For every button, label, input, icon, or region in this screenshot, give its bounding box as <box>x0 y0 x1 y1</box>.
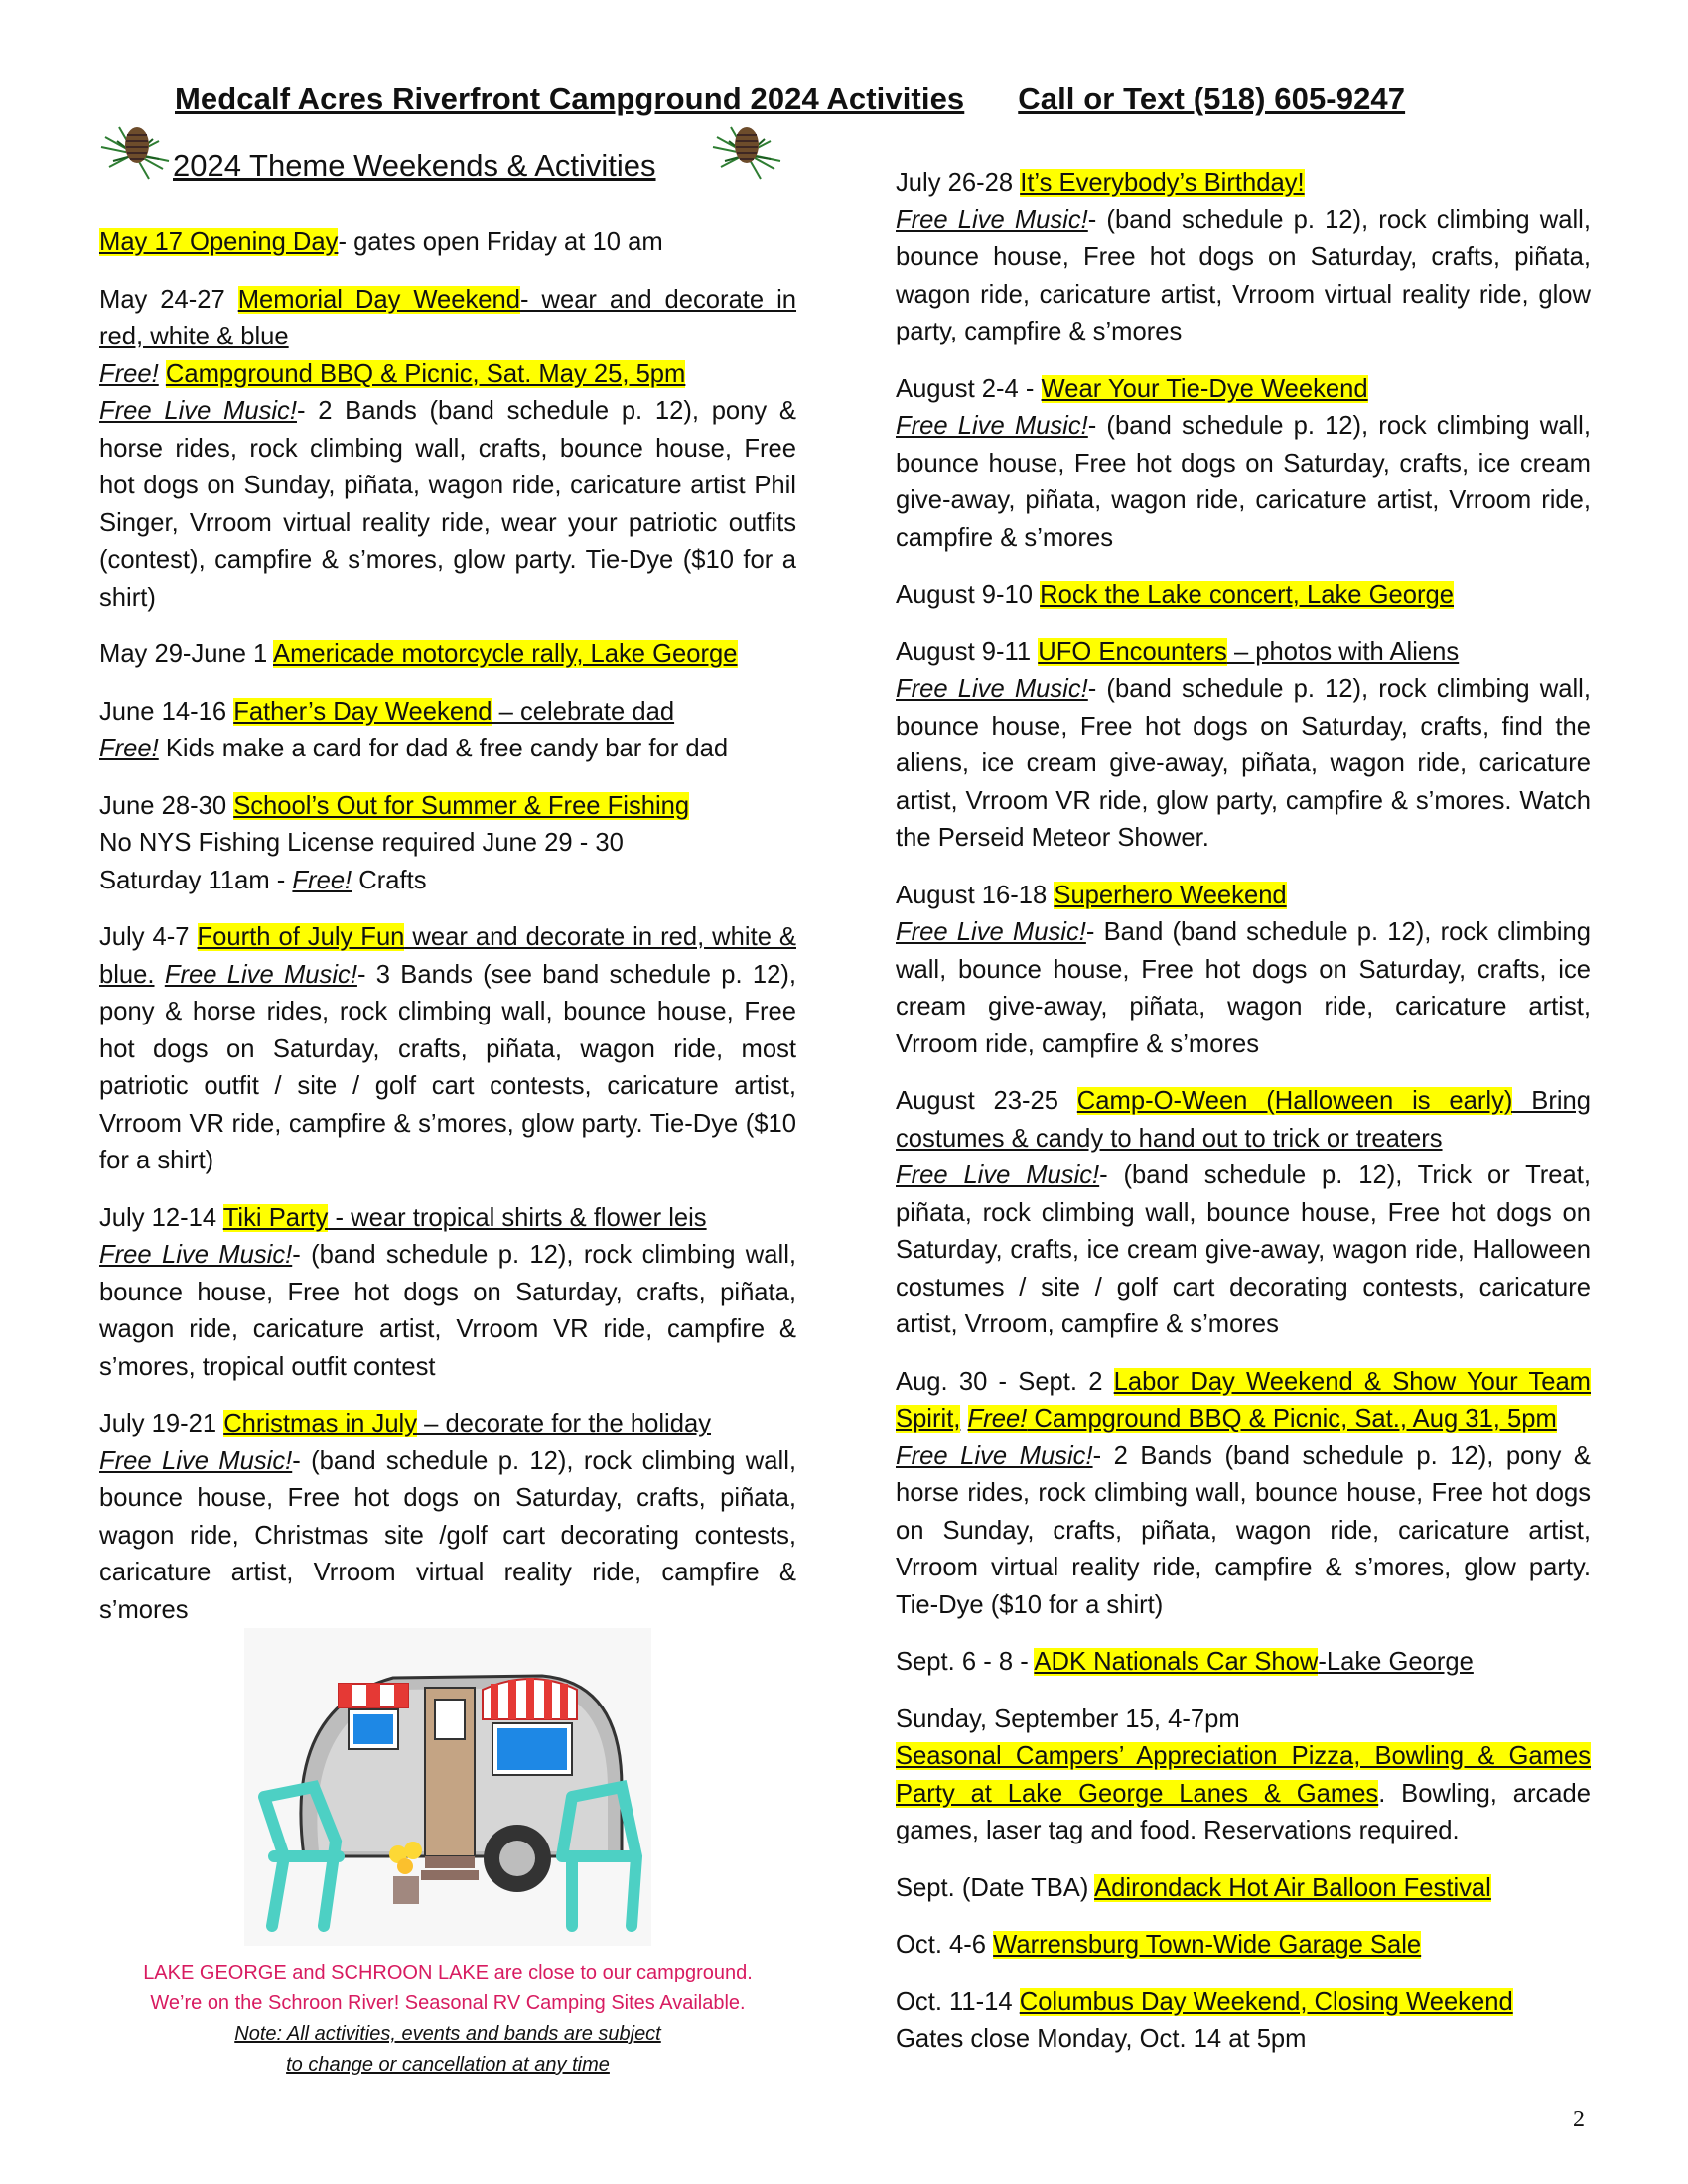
disclaimer-line: to change or cancellation at any time <box>286 2054 610 2076</box>
event-date: Oct. 4-6 <box>896 1931 994 1959</box>
free-live-music-label: Free Live Music! <box>896 1441 1093 1470</box>
event-opening-day <box>99 224 796 262</box>
event-date: July 12-14 <box>99 1203 223 1232</box>
footer-notes <box>99 1958 796 2081</box>
free-live-music-label: Free Live Music! <box>896 675 1088 703</box>
footer-line: LAKE GEORGE and SCHROON LAKE are close to our campground. <box>143 1962 753 1983</box>
event-date: August 9-11 <box>896 637 1039 666</box>
event-detail: Saturday 11am - <box>99 866 293 894</box>
event-title: Christmas in July <box>223 1410 418 1437</box>
phone-number: Call or Text (518) 605-9247 <box>1018 81 1406 116</box>
event-title: Rock the Lake concert, Lake George <box>1040 581 1454 609</box>
free-live-music-label: Free Live Music! <box>99 397 297 425</box>
footer-line: We’re on the Schroon River! Seasonal RV Camping Sites Available. <box>150 1992 746 2014</box>
event-balloon-festival <box>896 1870 1591 1908</box>
event-title: Superhero Weekend <box>1054 881 1287 909</box>
theme-heading-title: 2024 Theme Weekends & Activities <box>173 148 656 183</box>
event-detail: - 3 Bands (see band schedule p. 12), pony & horse rides, rock climbing wall, bounce house, Free hot dogs on Saturday, crafts, piñata, wagon ride, most patriotic outfit / site / golf cart contests, caricature artist, Vrroom VR ride, campfire & s’mores, glow party. Tie-Dye ($10 for a shirt) <box>99 960 796 1174</box>
left-column <box>99 149 796 1649</box>
event-fathers-day <box>99 694 796 768</box>
pinecone-icon <box>99 117 171 187</box>
event-detail: - 2 Bands (band schedule p. 12), pony & horse rides, rock climbing wall, bounce house, Free hot dogs on Sunday, crafts, piñata, wagon ride, caricature artist, Vrroom virtual reality ride, campfire & s’mores, glow party. Tie-Dye ($10 for a shirt) <box>896 1441 1592 1619</box>
event-date: August 16-18 <box>896 881 1055 909</box>
event-detail: - (band schedule p. 12), rock climbing wall, bounce house, Free hot dogs on Saturday, crafts, piñata, wagon ride, caricature artist, Vrroom virtual reality ride, glow party, campfire & s’mores <box>896 205 1591 345</box>
event-title: May 17 Opening Day <box>99 228 339 256</box>
event-memorial-day <box>99 282 796 617</box>
event-date: Sept. (Date TBA) <box>896 1873 1095 1902</box>
event-detail: No NYS Fishing License required June 29 - 30 <box>99 829 624 857</box>
free-label: Free! <box>967 1405 1028 1433</box>
event-subtitle: Bring costumes & candy to hand out to trick or treaters <box>896 1087 1591 1153</box>
event-fourth-of-july <box>99 919 796 1180</box>
event-detail: Kids make a card for dad & free candy bar for dad <box>158 735 729 762</box>
event-date: June 14-16 <box>99 697 234 726</box>
event-title: Wear Your Tie-Dye Weekend <box>1041 374 1368 403</box>
free-label: Free! <box>292 866 352 894</box>
event-subtitle: – photos with Aliens <box>1226 637 1460 666</box>
event-title: Seasonal Campers’ Appreciation Pizza, Bowling & Games Party at Lake George Lanes & Games <box>896 1742 1591 1808</box>
event-title: It’s Everybody’s Birthday! <box>1020 169 1305 197</box>
event-date: Sunday, September 15, 4-7pm <box>896 1705 1240 1733</box>
event-garage-sale <box>896 1927 1591 1965</box>
campground-title: Medcalf Acres Riverfront Campground 2024 Activities <box>175 81 965 116</box>
event-detail: - (band schedule p. 12), rock climbing wall, bounce house, Free hot dogs on Saturday, crafts, piñata, wagon ride, Christmas site /golf cart decorating contests, caricature artist, Vrroom virtual reality ride, campfire & s’mores <box>99 1446 796 1624</box>
event-title: Memorial Day Weekend <box>237 285 521 314</box>
event-tiki-party <box>99 1200 796 1387</box>
event-seasonal-appreciation <box>896 1702 1591 1850</box>
event-subtitle: - wear and decorate in red, white & blue <box>99 285 797 350</box>
event-detail: - (band schedule p. 12), Trick or Treat, piñata, rock climbing wall, bounce house, Free hot dogs on Saturday, crafts, ice cream give-away, wagon ride, Halloween costumes / site / golf cart decorating contests, caricature artist, Vrroom, campfire & s’mores <box>896 1161 1591 1338</box>
free-live-music-label: Free Live Music! <box>896 412 1088 440</box>
free-live-music-label: Free Live Music! <box>164 960 357 989</box>
event-date: Oct. 11-14 <box>896 1987 1020 2016</box>
event-detail: Crafts <box>352 866 427 894</box>
event-title: Father’s Day Weekend <box>233 697 492 726</box>
event-subtitle: - wear tropical shirts & flower leis <box>328 1203 707 1232</box>
free-label: Free! <box>99 359 159 388</box>
pinecone-icon <box>711 117 782 187</box>
event-title: School’s Out for Summer & Free Fishing <box>233 791 690 820</box>
event-americade <box>99 636 796 674</box>
event-detail: -Lake George <box>1318 1648 1474 1676</box>
event-title: ADK Nationals Car Show <box>1034 1648 1319 1676</box>
event-superhero-weekend <box>896 878 1591 1064</box>
event-date: July 19-21 <box>99 1410 224 1437</box>
event-ufo-encounters <box>896 634 1591 858</box>
free-label: Free! <box>99 735 159 762</box>
free-live-music-label: Free Live Music! <box>896 205 1088 234</box>
event-rock-the-lake <box>896 577 1591 614</box>
event-schools-out <box>99 788 796 900</box>
bbq-title: Campground BBQ & Picnic, Sat., Aug 31, 5pm <box>1027 1405 1557 1433</box>
free-live-music-label: Free Live Music! <box>99 1446 293 1475</box>
bbq-title: Campground BBQ & Picnic, Sat. May 25, 5pm <box>165 359 686 388</box>
event-title: Warrensburg Town-Wide Garage Sale <box>993 1931 1422 1959</box>
event-title: Adirondack Hot Air Balloon Festival <box>1094 1873 1491 1902</box>
event-subtitle: – celebrate dad <box>492 697 675 726</box>
disclaimer-line: Note: All activities, events and bands are subject <box>234 2023 661 2045</box>
free-live-music-label: Free Live Music! <box>896 1161 1100 1189</box>
event-camp-o-ween <box>896 1083 1591 1344</box>
right-column <box>896 165 1591 2079</box>
page-header <box>175 81 1515 117</box>
event-title: Fourth of July Fun <box>197 923 405 951</box>
free-live-music-label: Free Live Music! <box>99 1241 293 1269</box>
event-detail: - (band schedule p. 12), rock climbing wall, bounce house, Free hot dogs on Saturday, crafts, find the aliens, ice cream give-away, piñata, wagon ride, caricature artist, Vrroom VR ride, glow party, campfire & s’mores. Watch the Perseid Meteor Shower. <box>896 675 1591 852</box>
event-detail: - (band schedule p. 12), rock climbing wall, bounce house, Free hot dogs on Saturday, crafts, piñata, wagon ride, caricature artist, Vrroom VR ride, campfire & s’mores, tropical outfit contest <box>99 1241 796 1381</box>
event-date: August 23-25 <box>896 1087 1077 1115</box>
event-date: July 26-28 <box>896 169 1021 197</box>
event-christmas-in-july <box>99 1406 796 1629</box>
event-date: May 24-27 <box>99 285 238 314</box>
event-detail: - (band schedule p. 12), rock climbing wall, bounce house, Free hot dogs on Saturday, crafts, ice cream give-away, piñata, wagon ride, caricature artist, Vrroom ride, campfire & s’mores <box>896 412 1591 552</box>
camper-illustration <box>244 1628 651 1946</box>
event-date: Aug. 30 - Sept. 2 <box>896 1367 1114 1396</box>
theme-heading <box>99 141 796 210</box>
event-detail: Gates close Monday, Oct. 14 at 5pm <box>896 2025 1307 2053</box>
event-title: Labor Day Weekend & Show Your Team Spirit, <box>896 1367 1591 1433</box>
event-title: Americade motorcycle rally, Lake George <box>273 640 738 668</box>
page-number: 2 <box>1573 2107 1585 2132</box>
event-subtitle: wear and decorate in red, white & blue. <box>99 923 796 989</box>
event-detail: - gates open Friday at 10 am <box>338 228 663 256</box>
event-detail: . Bowling, arcade games, laser tag and food. Reservations required. <box>896 1779 1591 1844</box>
event-title: Columbus Day Weekend, Closing Weekend <box>1019 1987 1513 2016</box>
event-tie-dye-weekend <box>896 371 1591 558</box>
event-title: Camp-O-Ween (Halloween is early) <box>1076 1087 1513 1115</box>
event-detail: - Band (band schedule p. 12), rock climbing wall, bounce house, Free hot dogs on Saturday, crafts, ice cream give-away, piñata, wagon ride, caricature artist, Vrroom ride, campfire & s’mores <box>896 918 1591 1058</box>
free-live-music-label: Free Live Music! <box>896 918 1086 946</box>
event-date: August 2-4 - <box>896 374 1042 403</box>
event-subtitle: – decorate for the holiday <box>417 1410 711 1437</box>
event-date: August 9-10 <box>896 581 1041 609</box>
event-date: May 29-June 1 <box>99 640 273 668</box>
event-title: UFO Encounters <box>1038 637 1227 666</box>
event-date: July 4-7 <box>99 923 198 951</box>
event-everybodys-birthday <box>896 165 1591 351</box>
event-labor-day <box>896 1364 1591 1625</box>
event-detail: - 2 Bands (band schedule p. 12), pony & horse rides, rock climbing wall, crafts, bounce house, Free hot dogs on Sunday, piñata, wagon ride, caricature artist Phil Singer, Vrroom virtual reality ride, wear your patriotic outfits (contest), campfire & s’mores, glow party. Tie-Dye ($10 for a shirt) <box>99 397 796 612</box>
event-date: Sept. 6 - 8 - <box>896 1648 1035 1676</box>
event-adk-car-show <box>896 1644 1591 1682</box>
event-title: Tiki Party <box>222 1203 329 1232</box>
event-date: June 28-30 <box>99 791 234 820</box>
event-columbus-day <box>896 1984 1591 2059</box>
